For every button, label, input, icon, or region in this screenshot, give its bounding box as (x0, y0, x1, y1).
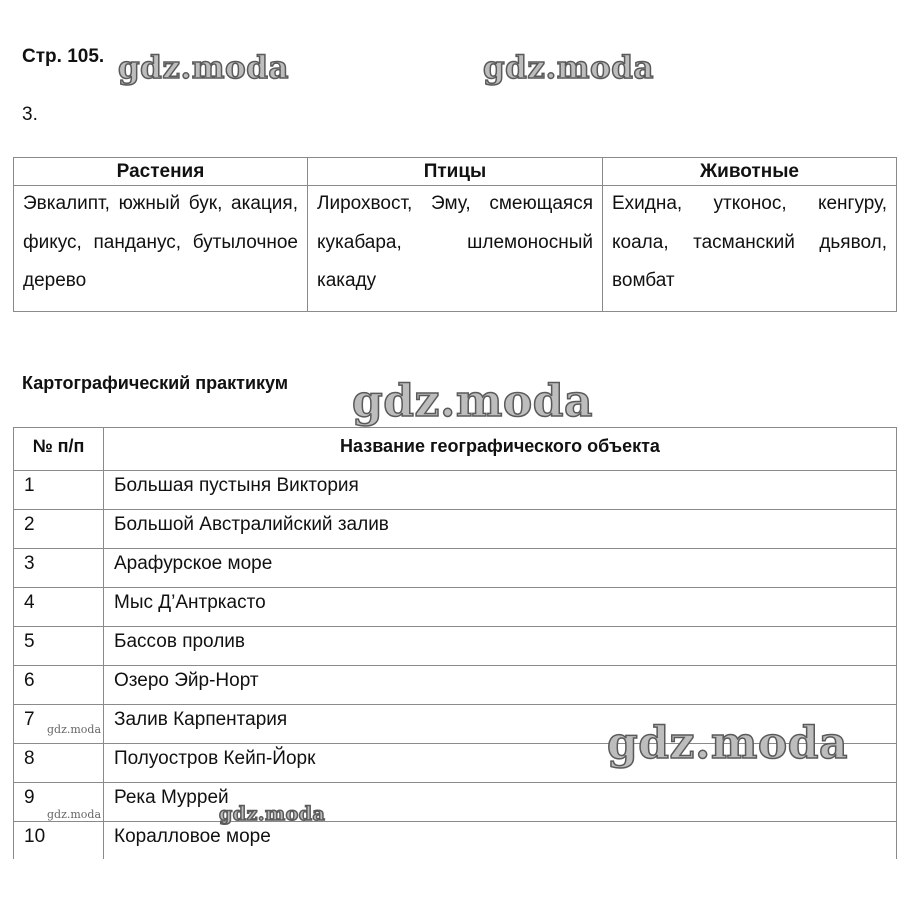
animals-cell: Ехидна, утконос, кенгуру, коала, тасманский дьявол, вомбат (603, 186, 897, 312)
row-number: 7 (14, 705, 104, 744)
number-header: № п/п (14, 428, 104, 471)
nature-table (13, 157, 897, 312)
object-name: Арафурское море (104, 549, 897, 588)
object-name: Река Муррей (104, 783, 897, 822)
object-name: Полуостров Кейп-Йорк (104, 744, 897, 783)
table-row (14, 471, 897, 510)
object-name: Мыс Д’Антркасто (104, 588, 897, 627)
row-number: 1 (14, 471, 104, 510)
plants-header: Растения (14, 158, 308, 186)
object-name: Большая пустыня Виктория (104, 471, 897, 510)
task-number: 3. (22, 104, 38, 125)
nature-table-row (14, 186, 897, 312)
table-row (14, 588, 897, 627)
row-number: 5 (14, 627, 104, 666)
animals-header: Животные (603, 158, 897, 186)
plants-cell: Эвкалипт, южный бук, акация, фикус, панданус, бутылочное дерево (14, 186, 308, 312)
object-name: Залив Карпентария (104, 705, 897, 744)
object-name: Бассов пролив (104, 627, 897, 666)
row-number: 2 (14, 510, 104, 549)
watermark: gdz.moda (352, 376, 594, 427)
object-name: Большой Австралийский залив (104, 510, 897, 549)
row-number: 8 (14, 744, 104, 783)
table-row (14, 510, 897, 549)
watermark: gdz.moda (118, 50, 289, 86)
map-table (13, 427, 897, 859)
object-name: Озеро Эйр-Норт (104, 666, 897, 705)
nature-table-header-row (14, 158, 897, 186)
watermark: gdz.moda (219, 803, 326, 825)
section-title: Картографический практикум (22, 373, 289, 393)
table-row (14, 666, 897, 705)
row-number: 10 (14, 822, 104, 860)
table-row (14, 705, 897, 744)
birds-cell: Лирохвост, Эму, смеющаяся кукабара, шлемоносный какаду (308, 186, 603, 312)
row-number: 6 (14, 666, 104, 705)
row-number: 4 (14, 588, 104, 627)
row-number: 3 (14, 549, 104, 588)
row-number: 9 (14, 783, 104, 822)
page-label: Стр. 105. (22, 46, 105, 67)
table-row (14, 627, 897, 666)
birds-header: Птицы (308, 158, 603, 186)
watermark: gdz.moda (483, 50, 654, 86)
object-name: Коралловое море (104, 822, 897, 860)
watermark: gdz.moda (47, 808, 102, 821)
object-name-header: Название географического объекта (104, 428, 897, 471)
table-row (14, 744, 897, 783)
table-row (14, 822, 897, 860)
watermark: gdz.moda (47, 723, 102, 736)
table-row (14, 549, 897, 588)
map-table-header-row (14, 428, 897, 471)
watermark: gdz.moda (607, 718, 849, 769)
table-row (14, 783, 897, 822)
